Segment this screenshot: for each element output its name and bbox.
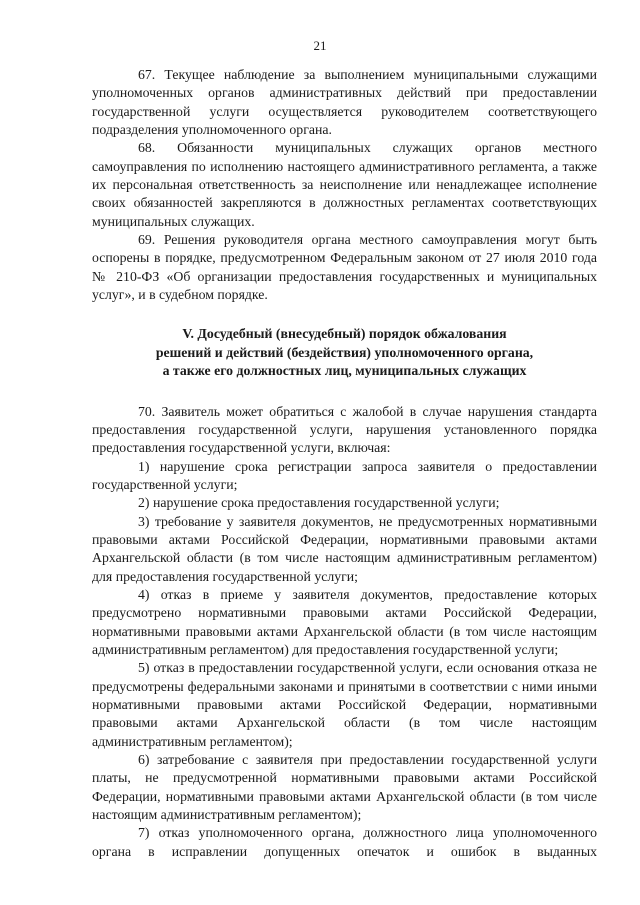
section-heading-line: решений и действий (бездействия) уполномоченного органа, (155, 344, 534, 360)
list-item-2: 2) нарушение срока предоставления государственной услуги; (138, 495, 500, 511)
list-item-4: 4) отказ в приеме у заявителя документов, предоставление которых предусмотрено нормативными правовыми актами Российской Федерации, нормативными правовыми актами Архангельской области (в том числе настоящим административным регламентом) для предоставления государственной услуги; (92, 586, 597, 657)
section-heading (92, 325, 597, 380)
document-body (92, 66, 597, 861)
paragraph-68: 68. Обязанности муниципальных служащих органов местного самоуправления по исполнению настоящего административного регламента, а также их персональная ответственность за неисполнение или ненадлежащее исполнение своих обязанностей закрепляются в должностных регламентах соответствующих муниципальных служащих. (92, 140, 597, 229)
paragraph-69: 69. Решения руководителя органа местного самоуправления могут быть оспорены в порядке, предусмотренном Федеральным законом от 27 июля 2010 года № 210-ФЗ «Об организации предоставления государственных и муниципальных услуг», и в судебном порядке. (92, 232, 597, 303)
list-item-6: 6) затребование с заявителя при предоставлении государственной услуги платы, не предусмотренной нормативными правовыми актами Российской Федерации, нормативными правовыми актами Архангельской области (в том числе настоящим административным регламентом); (92, 752, 597, 823)
list-item-1: 1) нарушение срока регистрации запроса заявителя о предоставлении государственной услуги; (92, 458, 597, 492)
paragraph-70: 70. Заявитель может обратиться с жалобой в случае нарушения стандарта предоставления государственной услуги, нарушения установленного порядка предоставления государственной услуги, включая: (92, 403, 597, 456)
section-heading-line: V. Досудебный (внесудебный) порядок обжалования (182, 326, 507, 342)
list-item-7: 7) отказ уполномоченного органа, должностного лица уполномоченного органа в исправлении допущенных опечаток и ошибок в выданных (92, 825, 597, 859)
page-number: 21 (313, 38, 327, 53)
section-heading-line: а также его должностных лиц, муниципальных служащих (162, 363, 527, 379)
list-item-3: 3) требование у заявителя документов, не предусмотренных нормативными правовыми актами Российской Федерации, нормативными правовыми актами Архангельской области (в том числе настоящим административным регламентом) для предоставления государственной услуги; (92, 513, 597, 584)
paragraph-67: 67. Текущее наблюдение за выполнением муниципальными служащими уполномоченных органов административных действий при предоставлении государственной услуги осуществляется руководителем соответствующего подразделения уполномоченного органа. (92, 67, 597, 138)
list-item-5: 5) отказ в предоставлении государственной услуги, если основания отказа не предусмотрены федеральными законами и принятыми в соответствии с ними иными нормативными правовыми актами Российской Федерации, нормативными правовыми актами Архангельской области (в том числе настоящим административным регламентом); (92, 660, 597, 749)
